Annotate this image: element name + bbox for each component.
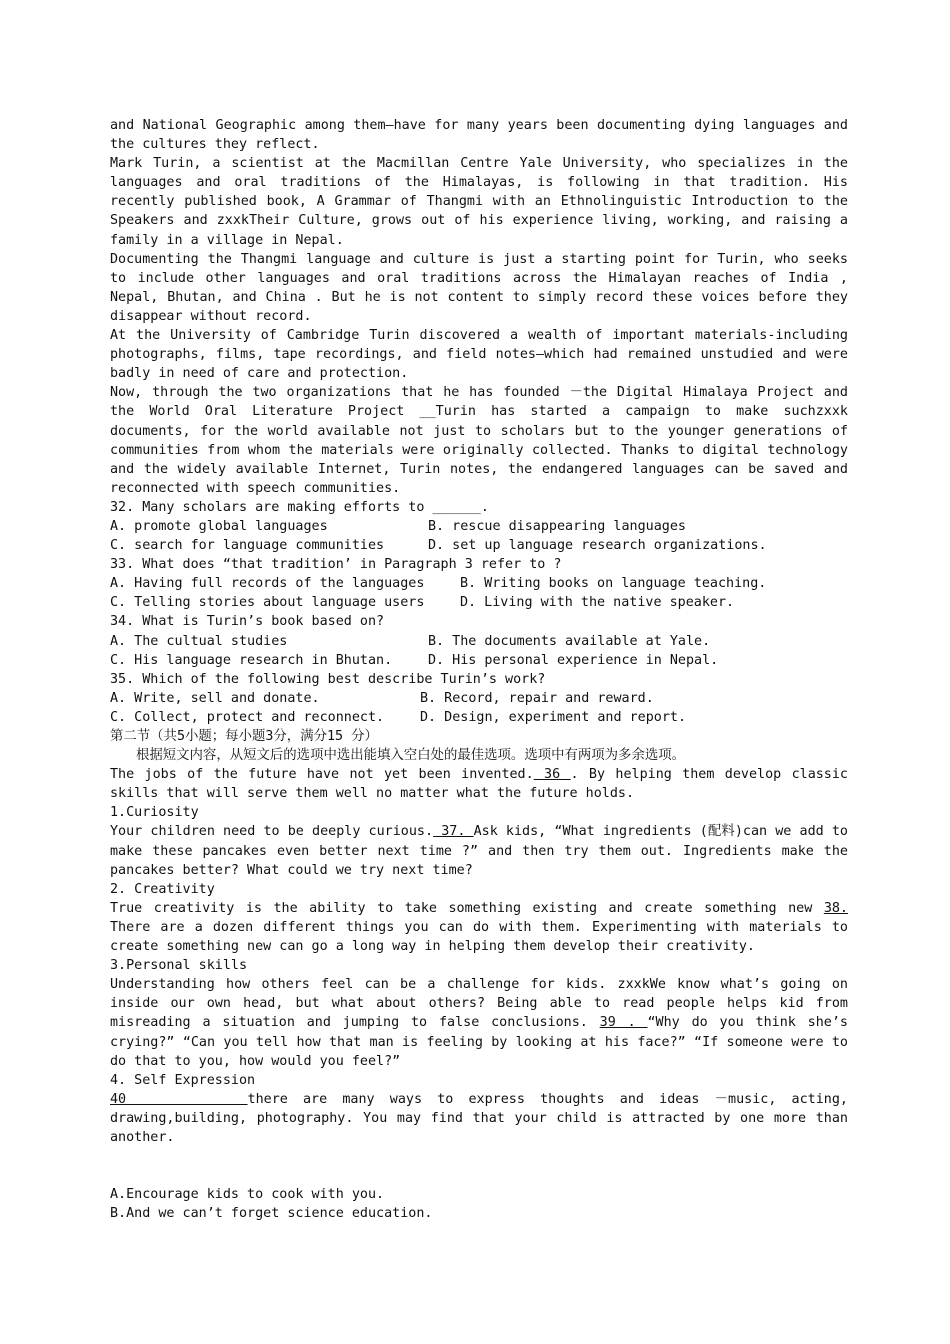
subheading: 4. Self Expression [110,1072,256,1088]
cloze-paragraph: True creativity is the ability to take something existing and create something new 38. There are a dozen different things you can do with them. Experimenting with materials to create something new can go a long way in helping them develop their creativity. [110,900,848,955]
answer-option-a: A.Encourage kids to cook with you. [110,1187,385,1203]
options-row [110,689,848,708]
section-instruction: 根据短文内容，从短文后的选项中选出能填入空白处的最佳选项。选项中有两项为多余选项。 [136,748,686,764]
answer-option-b: B.And we can’t forget science education. [110,1206,433,1222]
cloze-intro: The jobs of the future have not yet been invented. 36 . By helping them develop classic skills that will serve them well no matter what the future holds. [110,767,848,802]
option-a: A. Write, sell and donate. [110,690,320,706]
option-d: D. Design, experiment and report. [420,709,687,725]
passage-paragraph: and National Geographic among them—have for many years been documenting dying languages and the cultures they reflect. [110,118,848,153]
option-a: A. promote global languages [110,518,328,534]
option-a: A. The cultual studies [110,633,288,649]
cloze-paragraph: 40 there are many ways to express thoughts and ideas －music, acting, drawing,building, photography. You may find that your child is attracted by one more than another. [110,1091,848,1145]
options-row [110,536,848,555]
option-a: A. Having full records of the languages [110,576,425,592]
option-b: B. rescue disappearing languages [428,518,686,534]
option-d: D. set up language research organizations. [428,538,767,554]
subheading: 3.Personal skills [110,958,248,974]
option-c: C. His language research in Bhutan. [110,652,393,668]
option-c: C. Telling stories about language users [110,595,425,611]
question-35: 35. Which of the following best describe Turin’s work? [110,671,546,687]
options-row [110,708,848,727]
option-b: B. The documents available at Yale. [428,633,711,649]
blank-38: 38. [823,900,848,916]
options-row [110,632,848,651]
document-page [110,116,848,1223]
blank-39: 39 . [599,1015,648,1031]
option-d: D. His personal experience in Nepal. [428,652,719,668]
subheading: 2. Creativity [110,881,215,897]
cloze-paragraph: Understanding how others feel can be a challenge for kids. zxxkWe know what’s going on inside our own head, but what about others? Being able to read people helps kid from misreading a situation and jumping to false conclusions. 39 . “Why do you think she’s crying?” “Can you tell how that man is feeling by looking at his face?” “If someone were to do that to you, how would you feel?” [110,977,848,1069]
option-c: C. search for language communities [110,538,385,554]
question-34: 34. What is Turin’s book based on? [110,614,385,630]
option-b: B. Record, repair and reward. [420,690,654,706]
passage-paragraph: Now, through the two organizations that he has founded －the Digital Himalaya Project and the World Oral Literature Project __Turin has started a campaign to make suchzxxk documents, for the world available not just to scholars but to the younger generations of communities from whom the materials were originally collected. Thanks to digital technology and the widely available Internet, Turin notes, the endangered languages can be saved and reconnected with speech communities. [110,385,848,496]
blank-37: 37. [433,824,474,840]
question-33: 33. What does “that tradition’ in Paragraph 3 refer to ? [110,557,562,573]
options-row [110,593,848,612]
passage-paragraph: Documenting the Thangmi language and culture is just a starting point for Turin, who seeks to include other languages and oral traditions across the Himalayan reaches of India , Nepal, Bhutan, and China . But he is not content to simply record these voices before they disappear without record. [110,251,848,324]
blank-36: 36 [533,767,571,783]
passage-paragraph: At the University of Cambridge Turin discovered a wealth of important materials-including photographs, films, tape recordings, and field notes—which had remained unstudied and were badly in need of care and protection. [110,328,848,382]
options-row [110,574,848,593]
question-32: 32. Many scholars are making efforts to ______. [110,499,489,515]
option-b: B. Writing books on language teaching. [460,576,767,592]
subheading: 1.Curiosity [110,805,199,821]
option-d: D. Living with the native speaker. [460,595,735,611]
spacer [110,1147,848,1185]
options-row [110,517,848,536]
section-heading: 第二节（共5小题；每小题3分，满分15 分） [110,729,378,744]
cloze-paragraph: Your children need to be deeply curious. 37. Ask kids, “What ingredients (配料)can we add to make these pancakes even better next time ?” and then try them out. Ingredients make the pancakes better? What could we try next time? [110,824,848,878]
options-row [110,651,848,670]
blank-40: 40 [110,1091,248,1107]
option-c: C. Collect, protect and reconnect. [110,709,385,725]
passage-paragraph: Mark Turin, a scientist at the Macmillan Centre Yale University, who specializes in the languages and oral traditions of the Himalayas, is following in that tradition. His recently published book, A Grammar of Thangmi with an Ethnolinguistic Introduction to the Speakers and zxxkTheir Culture, grows out of his experience living, working, and raising a family in a village in Nepal. [110,156,848,248]
